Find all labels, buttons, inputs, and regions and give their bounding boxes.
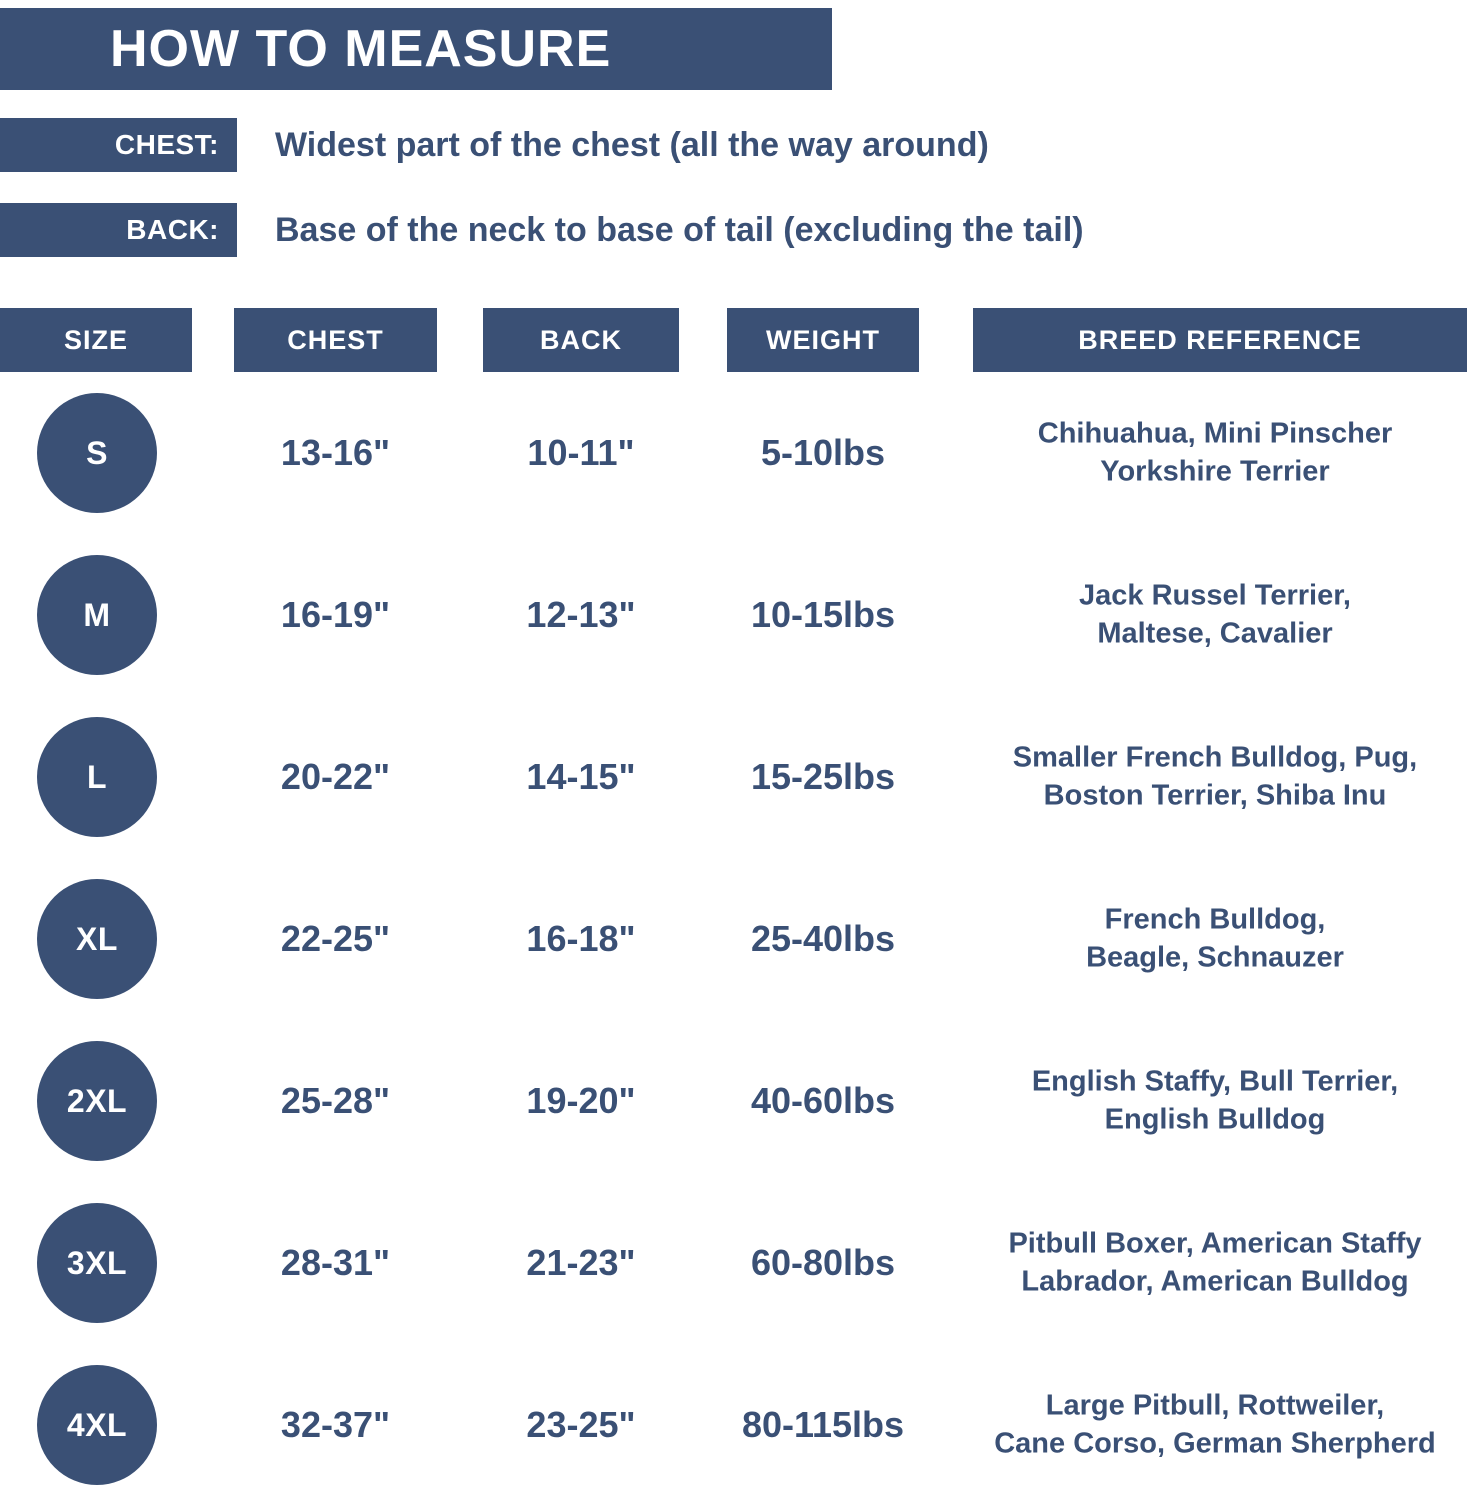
breed-line: Pitbull Boxer, American Staffy: [1008, 1227, 1422, 1260]
column-header-weight: WEIGHT: [727, 308, 919, 372]
breed-line: Beagle, Schnauzer: [1086, 941, 1344, 973]
breed-line: Smaller French Bulldog, Pug,: [1012, 741, 1418, 774]
cell-breed: [963, 1063, 1467, 1138]
breed-line: Maltese, Cavalier: [1097, 617, 1333, 649]
measure-description-back: Base of the neck to base of tail (excluding the tail): [275, 210, 1084, 249]
table-header-row: [0, 308, 1467, 372]
cell-breed: [963, 739, 1467, 814]
cell-weight: 15-25lbs: [750, 756, 896, 798]
table-row: [0, 372, 1467, 534]
size-badge: 2XL: [37, 1041, 157, 1161]
size-badge: M: [37, 555, 157, 675]
page-title-bar: [0, 8, 832, 90]
measure-row-chest: [0, 118, 989, 172]
cell-chest: 28-31": [280, 1242, 391, 1284]
size-badge: XL: [37, 879, 157, 999]
cell-back: 12-13": [526, 594, 636, 636]
cell-weight: 5-10lbs: [760, 432, 886, 474]
size-badge: 4XL: [37, 1365, 157, 1485]
column-header-chest: CHEST: [234, 308, 437, 372]
cell-back: 23-25": [526, 1404, 636, 1446]
cell-chest: 22-25": [280, 918, 391, 960]
measure-description-chest: Widest part of the chest (all the way around): [275, 125, 989, 164]
column-header-breed: BREED REFERENCE: [973, 308, 1467, 372]
cell-chest: 25-28": [280, 1080, 391, 1122]
breed-line: Yorkshire Terrier: [1100, 455, 1330, 487]
cell-back: 14-15": [526, 756, 636, 798]
breed-line: Chihuahua, Mini Pinscher: [1037, 417, 1393, 450]
breed-line: Cane Corso, German Sherpherd: [994, 1427, 1436, 1459]
breed-line: English Staffy, Bull Terrier,: [1031, 1065, 1399, 1098]
breed-line: Labrador, American Bulldog: [1021, 1265, 1409, 1297]
size-badge: 3XL: [37, 1203, 157, 1323]
table-row: [0, 1344, 1467, 1506]
breed-line: Boston Terrier, Shiba Inu: [1043, 779, 1387, 811]
cell-chest: 20-22": [280, 756, 391, 798]
cell-back: 19-20": [526, 1080, 636, 1122]
table-row: [0, 1182, 1467, 1344]
cell-chest: 16-19": [280, 594, 391, 636]
cell-back: 10-11": [527, 432, 635, 474]
measure-row-back: [0, 203, 1084, 257]
cell-breed: [963, 1387, 1467, 1462]
cell-weight: 80-115lbs: [741, 1404, 905, 1446]
breed-line: Jack Russel Terrier,: [1079, 579, 1351, 612]
cell-weight: 60-80lbs: [750, 1242, 896, 1284]
cell-weight: 10-15lbs: [750, 594, 896, 636]
cell-breed: [963, 577, 1467, 652]
breed-line: English Bulldog: [1104, 1103, 1326, 1135]
cell-weight: 40-60lbs: [750, 1080, 896, 1122]
cell-back: 21-23": [526, 1242, 636, 1284]
table-row: [0, 696, 1467, 858]
cell-back: 16-18": [526, 918, 636, 960]
table-row: [0, 1020, 1467, 1182]
cell-chest: 13-16": [280, 432, 391, 474]
measure-label-back: BACK:: [0, 203, 237, 257]
column-header-size: SIZE: [0, 308, 192, 372]
cell-breed: [963, 1225, 1467, 1300]
table-body: [0, 372, 1467, 1506]
column-header-back: BACK: [483, 308, 679, 372]
size-badge: L: [37, 717, 157, 837]
breed-line: French Bulldog,: [1104, 903, 1326, 936]
measure-label-chest: CHEST:: [0, 118, 237, 172]
cell-breed: [963, 901, 1467, 976]
table-row: [0, 858, 1467, 1020]
cell-chest: 32-37": [280, 1404, 391, 1446]
breed-line: Large Pitbull, Rottweiler,: [1045, 1389, 1385, 1422]
table-row: [0, 534, 1467, 696]
page-title: HOW TO MEASURE: [110, 20, 612, 78]
size-badge: S: [37, 393, 157, 513]
cell-weight: 25-40lbs: [750, 918, 896, 960]
cell-breed: [963, 415, 1467, 490]
